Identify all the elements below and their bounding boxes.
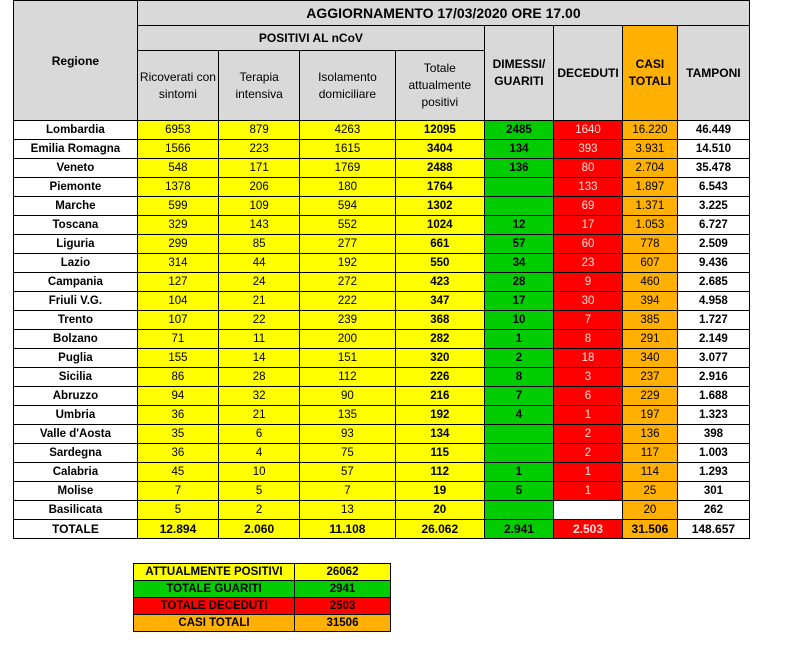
cell-deceduti: 18 xyxy=(553,349,622,368)
cell-deceduti: 1 xyxy=(553,406,622,425)
table-row xyxy=(14,121,750,140)
cell-totale: 282 xyxy=(395,330,484,349)
cell-totale: 320 xyxy=(395,349,484,368)
summary-value: 2941 xyxy=(295,581,391,598)
cell-totale: 115 xyxy=(395,444,484,463)
header-dimessi: DIMESSI/ GUARITI xyxy=(484,26,553,121)
cell-casi: 1.053 xyxy=(623,216,678,235)
cell-ricoverati: 36 xyxy=(137,406,218,425)
table-row xyxy=(14,292,750,311)
summary-value: 31506 xyxy=(295,615,391,632)
cell-dimessi: 7 xyxy=(484,387,553,406)
cell-tamponi: 1.688 xyxy=(677,387,749,406)
cell-casi: 229 xyxy=(623,387,678,406)
cell-ricoverati: 127 xyxy=(137,273,218,292)
table-row xyxy=(14,178,750,197)
cell-ricoverati: 329 xyxy=(137,216,218,235)
cell-regione: Piemonte xyxy=(14,178,138,197)
cell-terapia: 223 xyxy=(219,140,300,159)
total-casi: 31.506 xyxy=(623,520,678,539)
cell-ricoverati: 107 xyxy=(137,311,218,330)
cell-casi: 778 xyxy=(623,235,678,254)
cell-tamponi: 1.293 xyxy=(677,463,749,482)
cell-isolamento: 1615 xyxy=(300,140,395,159)
cell-terapia: 21 xyxy=(219,292,300,311)
cell-casi: 136 xyxy=(623,425,678,444)
cell-casi: 291 xyxy=(623,330,678,349)
cell-totale: 2488 xyxy=(395,159,484,178)
table-row xyxy=(14,425,750,444)
cell-casi: 394 xyxy=(623,292,678,311)
summary-label: ATTUALMENTE POSITIVI xyxy=(134,564,295,581)
cell-totale: 423 xyxy=(395,273,484,292)
cell-totale: 216 xyxy=(395,387,484,406)
cell-regione: Basilicata xyxy=(14,501,138,520)
cell-ricoverati: 7 xyxy=(137,482,218,501)
total-ricoverati: 12.894 xyxy=(137,520,218,539)
cell-casi: 2.704 xyxy=(623,159,678,178)
cell-dimessi: 134 xyxy=(484,140,553,159)
table-row xyxy=(14,463,750,482)
total-tamponi: 148.657 xyxy=(677,520,749,539)
summary-label: TOTALE GUARITI xyxy=(134,581,295,598)
total-dimessi: 2.941 xyxy=(484,520,553,539)
cell-totale: 661 xyxy=(395,235,484,254)
cell-terapia: 24 xyxy=(219,273,300,292)
cell-deceduti: 17 xyxy=(553,216,622,235)
cell-ricoverati: 548 xyxy=(137,159,218,178)
cell-terapia: 206 xyxy=(219,178,300,197)
cell-tamponi: 14.510 xyxy=(677,140,749,159)
cell-dimessi xyxy=(484,501,553,520)
cell-casi: 197 xyxy=(623,406,678,425)
total-totale-positivi: 26.062 xyxy=(395,520,484,539)
cell-casi: 16.220 xyxy=(623,121,678,140)
cell-regione: Friuli V.G. xyxy=(14,292,138,311)
cell-terapia: 879 xyxy=(219,121,300,140)
table-row xyxy=(14,406,750,425)
table-row xyxy=(14,330,750,349)
cell-deceduti: 1640 xyxy=(553,121,622,140)
cell-ricoverati: 1566 xyxy=(137,140,218,159)
total-label: TOTALE xyxy=(14,520,138,539)
cell-isolamento: 135 xyxy=(300,406,395,425)
table-row xyxy=(14,235,750,254)
cell-tamponi: 6.543 xyxy=(677,178,749,197)
cell-terapia: 44 xyxy=(219,254,300,273)
cell-dimessi: 12 xyxy=(484,216,553,235)
cell-tamponi: 262 xyxy=(677,501,749,520)
cell-isolamento: 7 xyxy=(300,482,395,501)
cell-dimessi: 34 xyxy=(484,254,553,273)
cell-totale: 1764 xyxy=(395,178,484,197)
cell-regione: Marche xyxy=(14,197,138,216)
cell-regione: Lombardia xyxy=(14,121,138,140)
table-row xyxy=(14,311,750,330)
cell-isolamento: 200 xyxy=(300,330,395,349)
header-regione: Regione xyxy=(14,1,138,121)
cell-tamponi: 1.003 xyxy=(677,444,749,463)
cell-ricoverati: 6953 xyxy=(137,121,218,140)
cell-totale: 368 xyxy=(395,311,484,330)
table-row xyxy=(14,387,750,406)
cell-deceduti: 2 xyxy=(553,444,622,463)
total-terapia: 2.060 xyxy=(219,520,300,539)
cell-dimessi: 17 xyxy=(484,292,553,311)
header-casi-totali: CASI TOTALI xyxy=(623,26,678,121)
table-row xyxy=(14,368,750,387)
cell-casi: 1.897 xyxy=(623,178,678,197)
cell-dimessi xyxy=(484,178,553,197)
cell-terapia: 4 xyxy=(219,444,300,463)
cell-dimessi: 57 xyxy=(484,235,553,254)
cell-deceduti: 60 xyxy=(553,235,622,254)
cell-dimessi: 4 xyxy=(484,406,553,425)
cell-tamponi: 46.449 xyxy=(677,121,749,140)
cell-ricoverati: 314 xyxy=(137,254,218,273)
cell-tamponi: 35.478 xyxy=(677,159,749,178)
cell-casi: 607 xyxy=(623,254,678,273)
cell-isolamento: 112 xyxy=(300,368,395,387)
cell-ricoverati: 94 xyxy=(137,387,218,406)
cell-casi: 25 xyxy=(623,482,678,501)
cell-isolamento: 594 xyxy=(300,197,395,216)
cell-regione: Valle d'Aosta xyxy=(14,425,138,444)
cell-regione: Puglia xyxy=(14,349,138,368)
cell-deceduti: 30 xyxy=(553,292,622,311)
cell-ricoverati: 36 xyxy=(137,444,218,463)
cell-tamponi: 1.727 xyxy=(677,311,749,330)
table-row xyxy=(14,216,750,235)
cell-isolamento: 272 xyxy=(300,273,395,292)
cell-tamponi: 398 xyxy=(677,425,749,444)
summary-row xyxy=(134,598,391,615)
cell-casi: 237 xyxy=(623,368,678,387)
cell-casi: 340 xyxy=(623,349,678,368)
cell-casi: 117 xyxy=(623,444,678,463)
cell-isolamento: 552 xyxy=(300,216,395,235)
summary-table xyxy=(133,563,391,632)
cell-isolamento: 222 xyxy=(300,292,395,311)
cell-tamponi: 6.727 xyxy=(677,216,749,235)
total-isolamento: 11.108 xyxy=(300,520,395,539)
cell-casi: 1.371 xyxy=(623,197,678,216)
cell-ricoverati: 5 xyxy=(137,501,218,520)
cell-casi: 460 xyxy=(623,273,678,292)
cell-isolamento: 192 xyxy=(300,254,395,273)
cell-isolamento: 90 xyxy=(300,387,395,406)
table-row xyxy=(14,482,750,501)
cell-deceduti: 69 xyxy=(553,197,622,216)
cell-terapia: 21 xyxy=(219,406,300,425)
cell-regione: Trento xyxy=(14,311,138,330)
cell-terapia: 32 xyxy=(219,387,300,406)
cell-ricoverati: 71 xyxy=(137,330,218,349)
cell-tamponi: 2.916 xyxy=(677,368,749,387)
cell-tamponi: 9.436 xyxy=(677,254,749,273)
cell-ricoverati: 1378 xyxy=(137,178,218,197)
cell-isolamento: 4263 xyxy=(300,121,395,140)
cell-deceduti: 393 xyxy=(553,140,622,159)
cell-tamponi: 2.685 xyxy=(677,273,749,292)
cell-ricoverati: 155 xyxy=(137,349,218,368)
cell-totale: 134 xyxy=(395,425,484,444)
cell-tamponi: 2.509 xyxy=(677,235,749,254)
cell-regione: Bolzano xyxy=(14,330,138,349)
cell-casi: 114 xyxy=(623,463,678,482)
cell-dimessi: 136 xyxy=(484,159,553,178)
table-row xyxy=(14,444,750,463)
cell-dimessi: 2 xyxy=(484,349,553,368)
cell-regione: Sicilia xyxy=(14,368,138,387)
cell-regione: Veneto xyxy=(14,159,138,178)
cell-totale: 226 xyxy=(395,368,484,387)
cell-dimessi xyxy=(484,425,553,444)
header-totale-positivi: Totale attualmente positivi xyxy=(395,51,484,121)
summary-label: CASI TOTALI xyxy=(134,615,295,632)
cell-ricoverati: 86 xyxy=(137,368,218,387)
table-row xyxy=(14,159,750,178)
cell-dimessi xyxy=(484,197,553,216)
cell-isolamento: 180 xyxy=(300,178,395,197)
cell-terapia: 14 xyxy=(219,349,300,368)
cell-deceduti: 3 xyxy=(553,368,622,387)
header-isolamento: Isolamento domiciliare xyxy=(300,51,395,121)
header-deceduti: DECEDUTI xyxy=(553,26,622,121)
table-row xyxy=(14,197,750,216)
cell-dimessi: 1 xyxy=(484,330,553,349)
cell-terapia: 22 xyxy=(219,311,300,330)
cell-deceduti: 133 xyxy=(553,178,622,197)
cell-deceduti: 9 xyxy=(553,273,622,292)
cell-tamponi: 1.323 xyxy=(677,406,749,425)
cell-totale: 12095 xyxy=(395,121,484,140)
cell-regione: Emilia Romagna xyxy=(14,140,138,159)
cell-isolamento: 277 xyxy=(300,235,395,254)
cell-ricoverati: 35 xyxy=(137,425,218,444)
cell-dimessi: 10 xyxy=(484,311,553,330)
cell-ricoverati: 599 xyxy=(137,197,218,216)
cell-terapia: 171 xyxy=(219,159,300,178)
cell-totale: 1024 xyxy=(395,216,484,235)
cell-casi: 3.931 xyxy=(623,140,678,159)
cell-deceduti: 2 xyxy=(553,425,622,444)
cell-isolamento: 93 xyxy=(300,425,395,444)
page-title: AGGIORNAMENTO 17/03/2020 ORE 17.00 xyxy=(137,1,749,26)
cell-totale: 20 xyxy=(395,501,484,520)
table-body xyxy=(14,121,750,520)
cell-dimessi: 28 xyxy=(484,273,553,292)
cell-terapia: 6 xyxy=(219,425,300,444)
cell-ricoverati: 104 xyxy=(137,292,218,311)
cell-totale: 347 xyxy=(395,292,484,311)
summary-value: 26062 xyxy=(295,564,391,581)
cell-tamponi: 301 xyxy=(677,482,749,501)
cell-terapia: 28 xyxy=(219,368,300,387)
cell-deceduti xyxy=(553,501,622,520)
cell-deceduti: 23 xyxy=(553,254,622,273)
header-terapia: Terapia intensiva xyxy=(219,51,300,121)
table-row xyxy=(14,140,750,159)
cell-tamponi: 3.077 xyxy=(677,349,749,368)
table-row xyxy=(14,501,750,520)
cell-casi: 385 xyxy=(623,311,678,330)
cell-dimessi: 1 xyxy=(484,463,553,482)
cell-isolamento: 1769 xyxy=(300,159,395,178)
cell-totale: 19 xyxy=(395,482,484,501)
cell-casi: 20 xyxy=(623,501,678,520)
cell-regione: Campania xyxy=(14,273,138,292)
cell-tamponi: 4.958 xyxy=(677,292,749,311)
cell-isolamento: 239 xyxy=(300,311,395,330)
cell-regione: Abruzzo xyxy=(14,387,138,406)
cell-dimessi: 8 xyxy=(484,368,553,387)
cell-terapia: 85 xyxy=(219,235,300,254)
cell-regione: Toscana xyxy=(14,216,138,235)
cell-terapia: 109 xyxy=(219,197,300,216)
cell-terapia: 11 xyxy=(219,330,300,349)
cell-ricoverati: 299 xyxy=(137,235,218,254)
cell-deceduti: 8 xyxy=(553,330,622,349)
cell-deceduti: 1 xyxy=(553,482,622,501)
cell-regione: Liguria xyxy=(14,235,138,254)
cell-dimessi: 2485 xyxy=(484,121,553,140)
cell-ricoverati: 45 xyxy=(137,463,218,482)
cell-regione: Molise xyxy=(14,482,138,501)
cell-totale: 3404 xyxy=(395,140,484,159)
cell-isolamento: 57 xyxy=(300,463,395,482)
header-ricoverati: Ricoverati con sintomi xyxy=(137,51,218,121)
summary-label: TOTALE DECEDUTI xyxy=(134,598,295,615)
cell-terapia: 10 xyxy=(219,463,300,482)
cell-deceduti: 6 xyxy=(553,387,622,406)
cell-terapia: 143 xyxy=(219,216,300,235)
cell-regione: Lazio xyxy=(14,254,138,273)
table-row xyxy=(14,273,750,292)
total-row xyxy=(14,520,750,539)
cell-deceduti: 80 xyxy=(553,159,622,178)
cell-deceduti: 1 xyxy=(553,463,622,482)
table-row xyxy=(14,349,750,368)
cell-isolamento: 75 xyxy=(300,444,395,463)
cell-terapia: 2 xyxy=(219,501,300,520)
cell-totale: 192 xyxy=(395,406,484,425)
cell-terapia: 5 xyxy=(219,482,300,501)
total-deceduti: 2.503 xyxy=(553,520,622,539)
summary-row xyxy=(134,615,391,632)
cell-deceduti: 7 xyxy=(553,311,622,330)
summary-value: 2503 xyxy=(295,598,391,615)
cell-regione: Calabria xyxy=(14,463,138,482)
cell-regione: Umbria xyxy=(14,406,138,425)
cell-dimessi: 5 xyxy=(484,482,553,501)
summary-row xyxy=(134,564,391,581)
header-positivi-group: POSITIVI AL nCoV xyxy=(137,26,484,51)
cell-dimessi xyxy=(484,444,553,463)
summary-row xyxy=(134,581,391,598)
covid-region-table xyxy=(13,0,750,539)
cell-totale: 1302 xyxy=(395,197,484,216)
cell-totale: 550 xyxy=(395,254,484,273)
cell-tamponi: 2.149 xyxy=(677,330,749,349)
cell-isolamento: 13 xyxy=(300,501,395,520)
cell-isolamento: 151 xyxy=(300,349,395,368)
cell-regione: Sardegna xyxy=(14,444,138,463)
header-tamponi: TAMPONI xyxy=(677,26,749,121)
cell-totale: 112 xyxy=(395,463,484,482)
table-row xyxy=(14,254,750,273)
cell-tamponi: 3.225 xyxy=(677,197,749,216)
